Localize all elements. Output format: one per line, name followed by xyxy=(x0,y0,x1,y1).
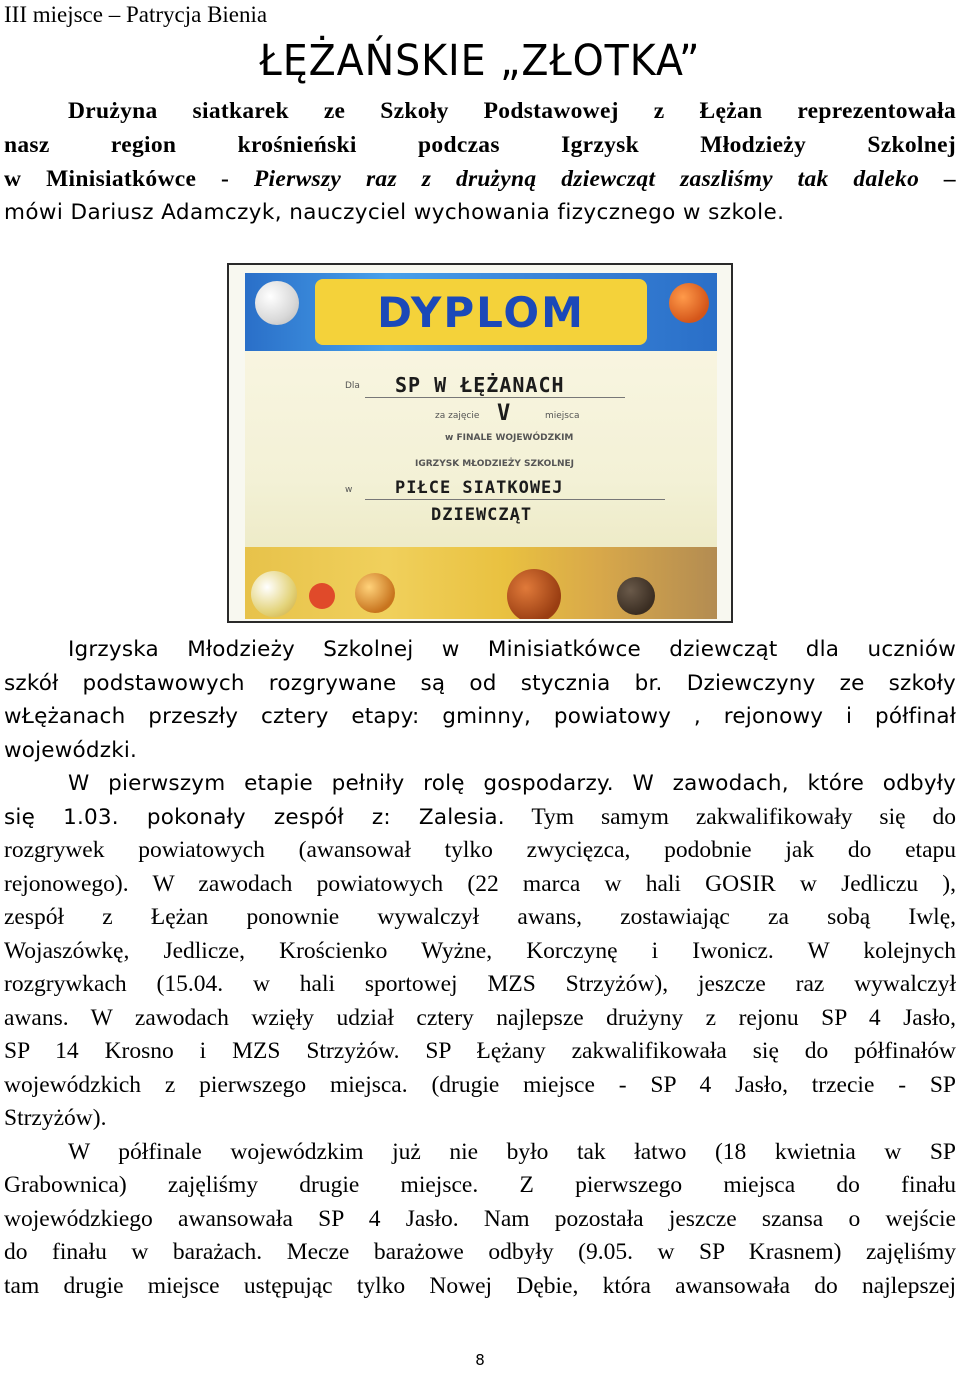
diploma-in-label: w xyxy=(345,485,353,495)
basketball-picture xyxy=(507,569,561,619)
volleyball-picture xyxy=(255,281,299,325)
diploma-rule xyxy=(365,499,665,500)
body-text: Tym samym zakwalifikowały się do xyxy=(531,803,956,830)
diploma-place: V xyxy=(497,401,512,426)
diploma-final: w FINALE WOJEWÓDZKIM xyxy=(445,433,574,443)
pingpong-picture xyxy=(309,583,335,609)
body-line: Igrzyska Młodzieży Szkolnej w Minisiatkówce dziewcząt dla uczniów xyxy=(68,637,956,662)
diploma-title: DYPLOM xyxy=(315,279,647,345)
volleyball-picture xyxy=(251,571,297,617)
lead-paragraph xyxy=(4,94,956,230)
body-line: Strzyżów). xyxy=(4,1105,107,1131)
lead-quote: Pierwszy raz z drużyną dziewcząt zaszliśmy tak daleko – xyxy=(253,166,957,192)
diploma-place-prefix: za zajęcie xyxy=(435,411,480,421)
body-text: Dziewczyny ze szkoły xyxy=(686,670,956,696)
page-number: 8 xyxy=(475,1351,485,1369)
lead-text: w Minisiatkówce - xyxy=(4,166,254,192)
body-line: tam drugie miejsce ustępując tylko Nowej Dębie, która awansowała do najlepszej xyxy=(4,1272,956,1299)
body-line: SP 14 Krosno i MZS Strzyżów. SP Łężany zakwalifikowała się do półfinałów xyxy=(4,1038,956,1064)
diploma-image xyxy=(245,273,717,619)
diploma-category: DZIEWCZĄT xyxy=(431,505,533,525)
body-text: szkół podstawowych rozgrywane są od stycznia br. xyxy=(4,670,663,696)
diploma-rule xyxy=(365,397,625,398)
body-line xyxy=(4,801,956,835)
body-line: rozgrywek powiatowych (awansował tylko zwycięzca, podobnie jak do etapu xyxy=(4,837,956,863)
body-line: wojewódzkich z pierwszego miejsca. (drugie miejsce - SP 4 Jasło, trzecie - SP xyxy=(4,1071,956,1098)
body-line: Wojaszówkę, Jedlicze, Krościenko Wyżne, Korczynę i Iwonicz. W kolejnych xyxy=(4,937,956,964)
body-line: zespół z Łężan ponownie wywalczył awans, zostawiając za sobą Iwlę, xyxy=(4,904,956,930)
basketball-picture xyxy=(669,283,709,323)
body-line: W półfinale wojewódzkim już nie było tak łatwo (18 kwietnia w SP xyxy=(68,1138,956,1165)
body-text: się 1.03. pokonały zespół z: Zalesia. xyxy=(4,804,505,830)
diploma-school: SP W ŁĘŻANACH xyxy=(395,373,565,397)
body-text: W zawodach powiatowych (22 marca w hali GOSIR w Jedliczu ), xyxy=(152,870,957,897)
body-text: rejonowego). xyxy=(4,870,129,897)
article-body xyxy=(4,633,956,1303)
body-line: wŁężanach przeszły cztery etapy: gminny, powiatowy , rejonowy i półfinał xyxy=(4,704,956,729)
diploma-place-suffix: miejsca xyxy=(545,411,580,421)
lead-line: nasz region krośnieński podczas Igrzysk Młodzieży Szkolnej xyxy=(4,132,956,158)
body-line: do finału w barażach. Mecze barażowe odbyły (9.05. w SP Krasnem) zajęliśmy xyxy=(4,1239,956,1265)
lead-line xyxy=(4,162,956,196)
body-line: wojewódzkiego awansowała SP 4 Jasło. Nam pozostała jeszcze szansa o wejście xyxy=(4,1205,956,1232)
lead-line: mówi Dariusz Adamczyk, nauczyciel wychowania fizycznego w szkole. xyxy=(4,200,785,225)
body-line: wojewódzki. xyxy=(4,737,138,763)
body-line: Grabownica) zajęliśmy drugie miejsce. Z pierwszego miejsca do finału xyxy=(4,1172,956,1198)
body-line: awans. W zawodach wzięły udział cztery najlepsze drużyny z rejonu SP 4 Jasło, xyxy=(4,1004,956,1031)
body-line xyxy=(4,868,956,902)
diploma-games: IGRZYSK MŁODZIEŻY SZKOLNEJ xyxy=(415,459,575,469)
diploma-photo xyxy=(227,263,733,623)
article-placement-label: III miejsce – Patrycja Bienia xyxy=(4,2,268,27)
article-headline: ŁĘŻAŃSKIE „ZŁOTKA” xyxy=(259,36,701,86)
diploma-for-label: Dla xyxy=(345,381,360,391)
ball-picture xyxy=(617,577,655,615)
diploma-discipline: PIŁCE SIATKOWEJ xyxy=(395,478,564,498)
body-line xyxy=(4,667,956,701)
lead-line: Drużyna siatkarek ze Szkoły Podstawowej z Łężan reprezentowała xyxy=(68,98,956,124)
body-line: rozgrywkach (15.04. w hali sportowej MZS Strzyżów), jeszcze raz wywalczył xyxy=(4,971,956,997)
ball-picture xyxy=(355,573,395,613)
body-line: W pierwszym etapie pełniły rolę gospodarzy. W zawodach, które odbyły xyxy=(68,771,956,796)
